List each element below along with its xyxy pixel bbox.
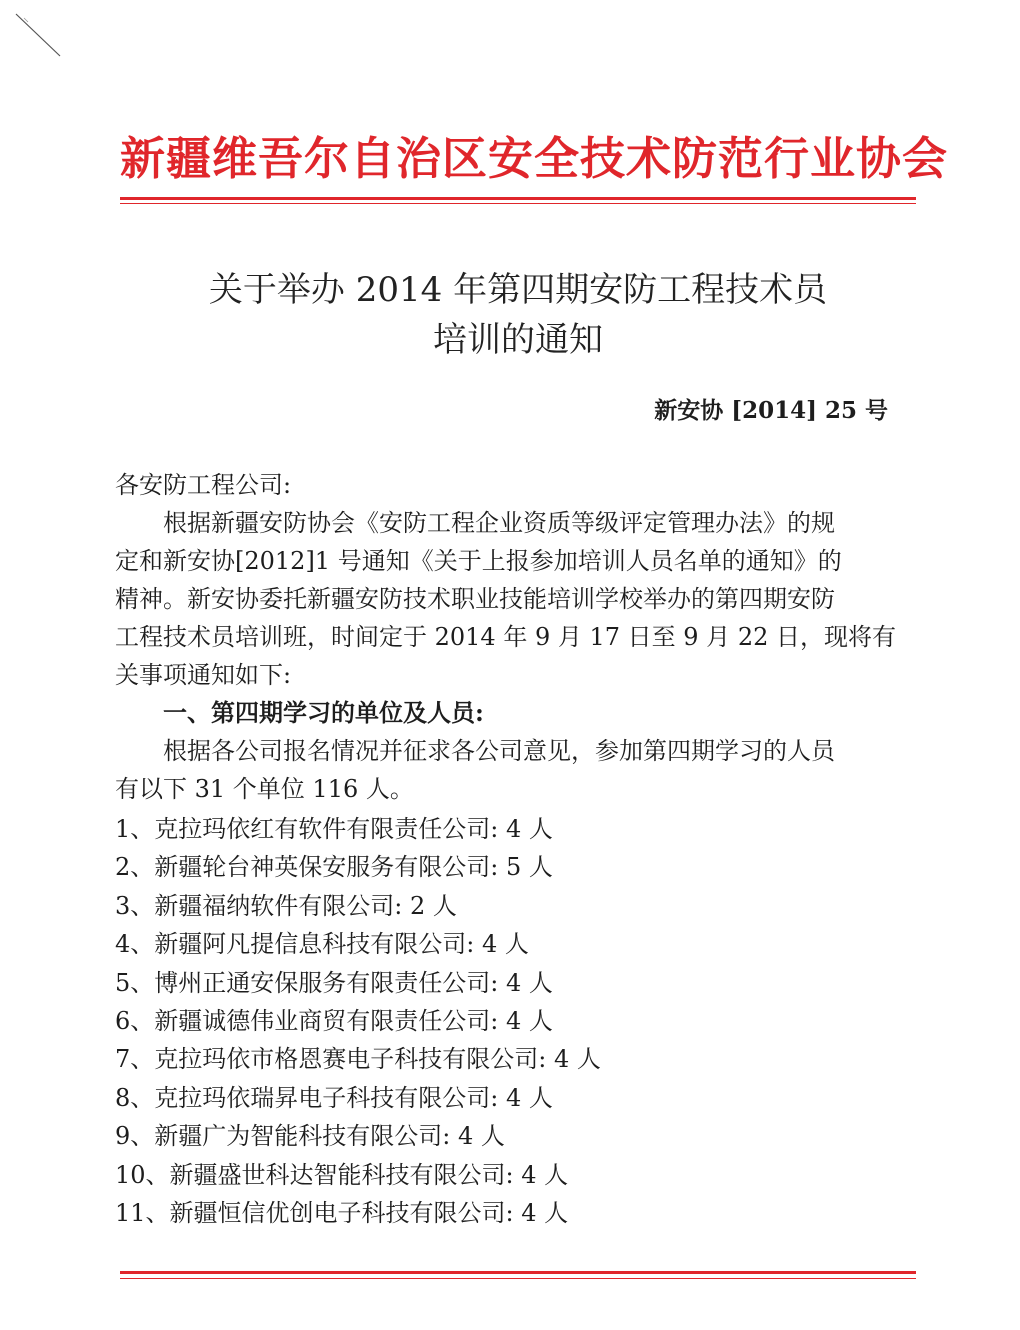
section-text: 有以下 31 个单位 116 人。 — [115, 775, 414, 803]
footer-rule-thin — [120, 1278, 916, 1279]
letterhead-rule-thin — [120, 203, 916, 204]
list-item: 5、博州正通安保服务有限责任公司: 4 人 — [115, 968, 553, 997]
notice-body — [115, 466, 915, 808]
list-item: 2、新疆轮台神英保安服务有限公司: 5 人 — [115, 853, 553, 882]
list-item: 10、新疆盛世科达智能科技有限公司: 4 人 — [115, 1160, 569, 1189]
list-item: 3、新疆福纳软件有限公司: 2 人 — [115, 891, 457, 920]
intro-line: 精神。新安协委托新疆安防技术职业技能培训学校举办的第四期安防 — [115, 585, 835, 613]
list-item: 1、克拉玛依红有软件有限责任公司: 4 人 — [115, 815, 553, 843]
letterhead-rule-thick — [120, 197, 916, 200]
list-item: 9、新疆广为智能科技有限公司: 4 人 — [115, 1122, 505, 1151]
list-item: 8、克拉玛依瑞昇电子科技有限公司: 4 人 — [115, 1083, 553, 1112]
list-item: 11、新疆恒信优创电子科技有限公司: 4 人 — [115, 1198, 569, 1227]
notice-title-line2: 培训的通知 — [433, 320, 603, 360]
letterhead-org-name: 新疆维吾尔自治区安全技术防范行业协会 — [120, 132, 949, 185]
document-number: 新安协 [2014] 25 号 — [654, 397, 888, 424]
intro-line: 定和新安协[2012]1 号通知《关于上报参加培训人员名单的通知》的 — [115, 547, 842, 575]
intro-line: 工程技术员培训班，时间定于 2014 年 9 月 17 日至 9 月 22 日，现将有 — [115, 623, 896, 651]
section-heading: 一、第四期学习的单位及人员: — [163, 698, 484, 727]
notice-title-line1: 关于举办 2014 年第四期安防工程技术员 — [208, 270, 828, 310]
intro-line: 关事项通知如下: — [115, 661, 292, 689]
corner-scan-mark — [14, 12, 74, 62]
intro-line: 根据新疆安防协会《安防工程企业资质等级评定管理办法》的规 — [163, 509, 835, 537]
footer-rule-thick — [120, 1271, 916, 1274]
unit-list — [115, 810, 915, 1232]
list-item: 4、新疆阿凡提信息科技有限公司: 4 人 — [115, 930, 529, 959]
list-item: 7、克拉玛依市格恩赛电子科技有限公司: 4 人 — [115, 1045, 601, 1074]
section-text: 根据各公司报名情况并征求各公司意见，参加第四期学习的人员 — [163, 737, 835, 765]
salutation: 各安防工程公司: — [115, 471, 292, 499]
list-item: 6、新疆诚德伟业商贸有限责任公司: 4 人 — [115, 1006, 553, 1035]
